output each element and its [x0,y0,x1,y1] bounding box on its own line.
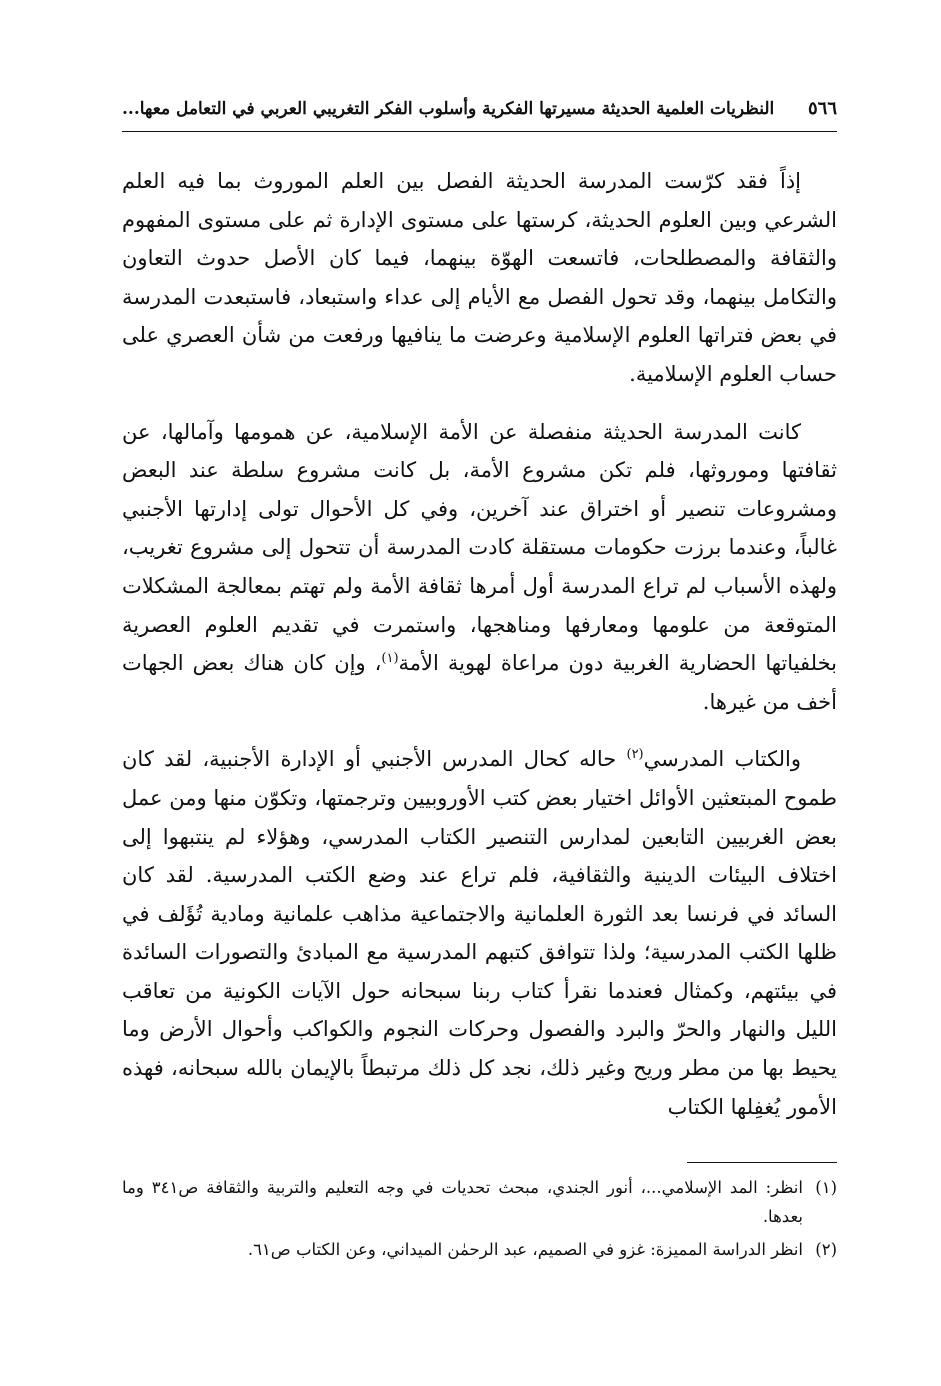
footnote-2-number: (٢) [815,1240,837,1260]
footnote-1-number: (١) [815,1178,837,1198]
footnote-1-text: انظر: المد الإسلامي...، أنور الجندي، مبحث تحديات في وجه التعليم والتربية والثقافة ص٣٤١ وما بعدها. [122,1178,803,1227]
footnote-ref-2[interactable]: (٢) [626,747,644,763]
footnote-2-text: انظر الدراسة المميزة: غزو في الصميم، عبد الرحمٰن الميداني، وعن الكتاب ص٦١. [247,1240,803,1260]
page-number: ٥٦٦ [807,98,837,119]
book-page [122,96,837,1268]
running-title: النظريات العلمية الحديثة مسيرتها الفكرية وأسلوب الفكر التغريبي العربي في التعامل معها... [122,99,775,119]
body-text [122,162,837,1126]
paragraph-3 [122,740,837,1126]
paragraph-1 [122,162,837,394]
paragraph-3-text-start: والكتاب المدرسي [643,747,801,772]
footnote-divider [687,1162,837,1163]
footnote-2 [122,1235,837,1264]
paragraph-2-text-end: ، وإن كان هناك بعض الجهات أخف من غيرها. [122,651,837,714]
paragraph-2 [122,413,837,722]
footnotes [122,1173,837,1264]
footnote-1 [122,1173,837,1231]
footnote-ref-1[interactable]: (١) [381,651,399,667]
paragraph-2-text-start: كانت المدرسة الحديثة منفصلة عن الأمة الإسلامية، عن همومها وآمالها، عن ثقافتها وموروثها، فلم تكن مشروع الأمة، بل كانت مشروع سلطة عند البعض ومشروعات تنصير أو اختراق عند آخرين، وفي كل الأحوال تولى إدارتها الأجنبي غالباً، وعندما برزت حكومات مستقلة كادت المدرسة أن تتحول إلى مشروع تغريب، ولهذه الأسباب لم تراع المدرسة أول أمرها ثقافة الأمة ولم تهتم بمعالجة المشكلات المتوقعة من علومها ومعارفها ومناهجها، واستمرت في تقديم العلوم العصرية بخلفياتها الحضارية الغربية دون مراعاة لهوية الأمة [122,419,837,676]
paragraph-3-text-end: حاله كحال المدرس الأجنبي أو الإدارة الأجنبية، لقد كان طموح المبتعثين الأوائل اختيار بعض كتب الأوروبيين وترجمتها، وتكوّن منها ومن عمل بعض الغربيين التابعين لمدارس التنصير الكتاب المدرسي، وهؤلاء لم ينتبهوا إلى اختلاف البيئات الدينية والثقافية، فلم تراع عند وضع الكتب المدرسية. لقد كان السائد في فرنسا بعد الثورة العلمانية والاجتماعية مذاهب علمانية ومادية تُؤَلف في ظلها الكتب المدرسية؛ ولذا تتوافق كتبهم المدرسية مع المبادئ والتصورات السائدة في بيئتهم، وكمثال فعندما نقرأ كتاب ربنا سبحانه حول الآيات الكونية من تعاقب الليل والنهار والحرّ والبرد والفصول وحركات النجوم والكواكب وأحوال الأرض وما يحيط بها من مطر وريح وغير ذلك، نجد كل ذلك مرتبطاً بالإيمان بالله سبحانه، فهذه الأمور يُغفِلها الكتاب [122,747,837,1119]
paragraph-1-text: إذاً فقد كرّست المدرسة الحديثة الفصل بين العلم الموروث بما فيه العلم الشرعي وبين العلوم الحديثة، كرستها على مستوى الإدارة ثم على مستوى المفهوم والثقافة والمصطلحات، فاتسعت الهوّة بينهما، فيما كان الأصل حدوث التعاون والتكامل بينهما، وقد تحول الفصل مع الأيام إلى عداء واستبعاد، فاستبعدت المدرسة في بعض فتراتها العلوم الإسلامية وعرضت ما ينافيها ورفعت من شأن العصري على حساب العلوم الإسلامية. [122,169,837,386]
running-header [122,96,837,132]
